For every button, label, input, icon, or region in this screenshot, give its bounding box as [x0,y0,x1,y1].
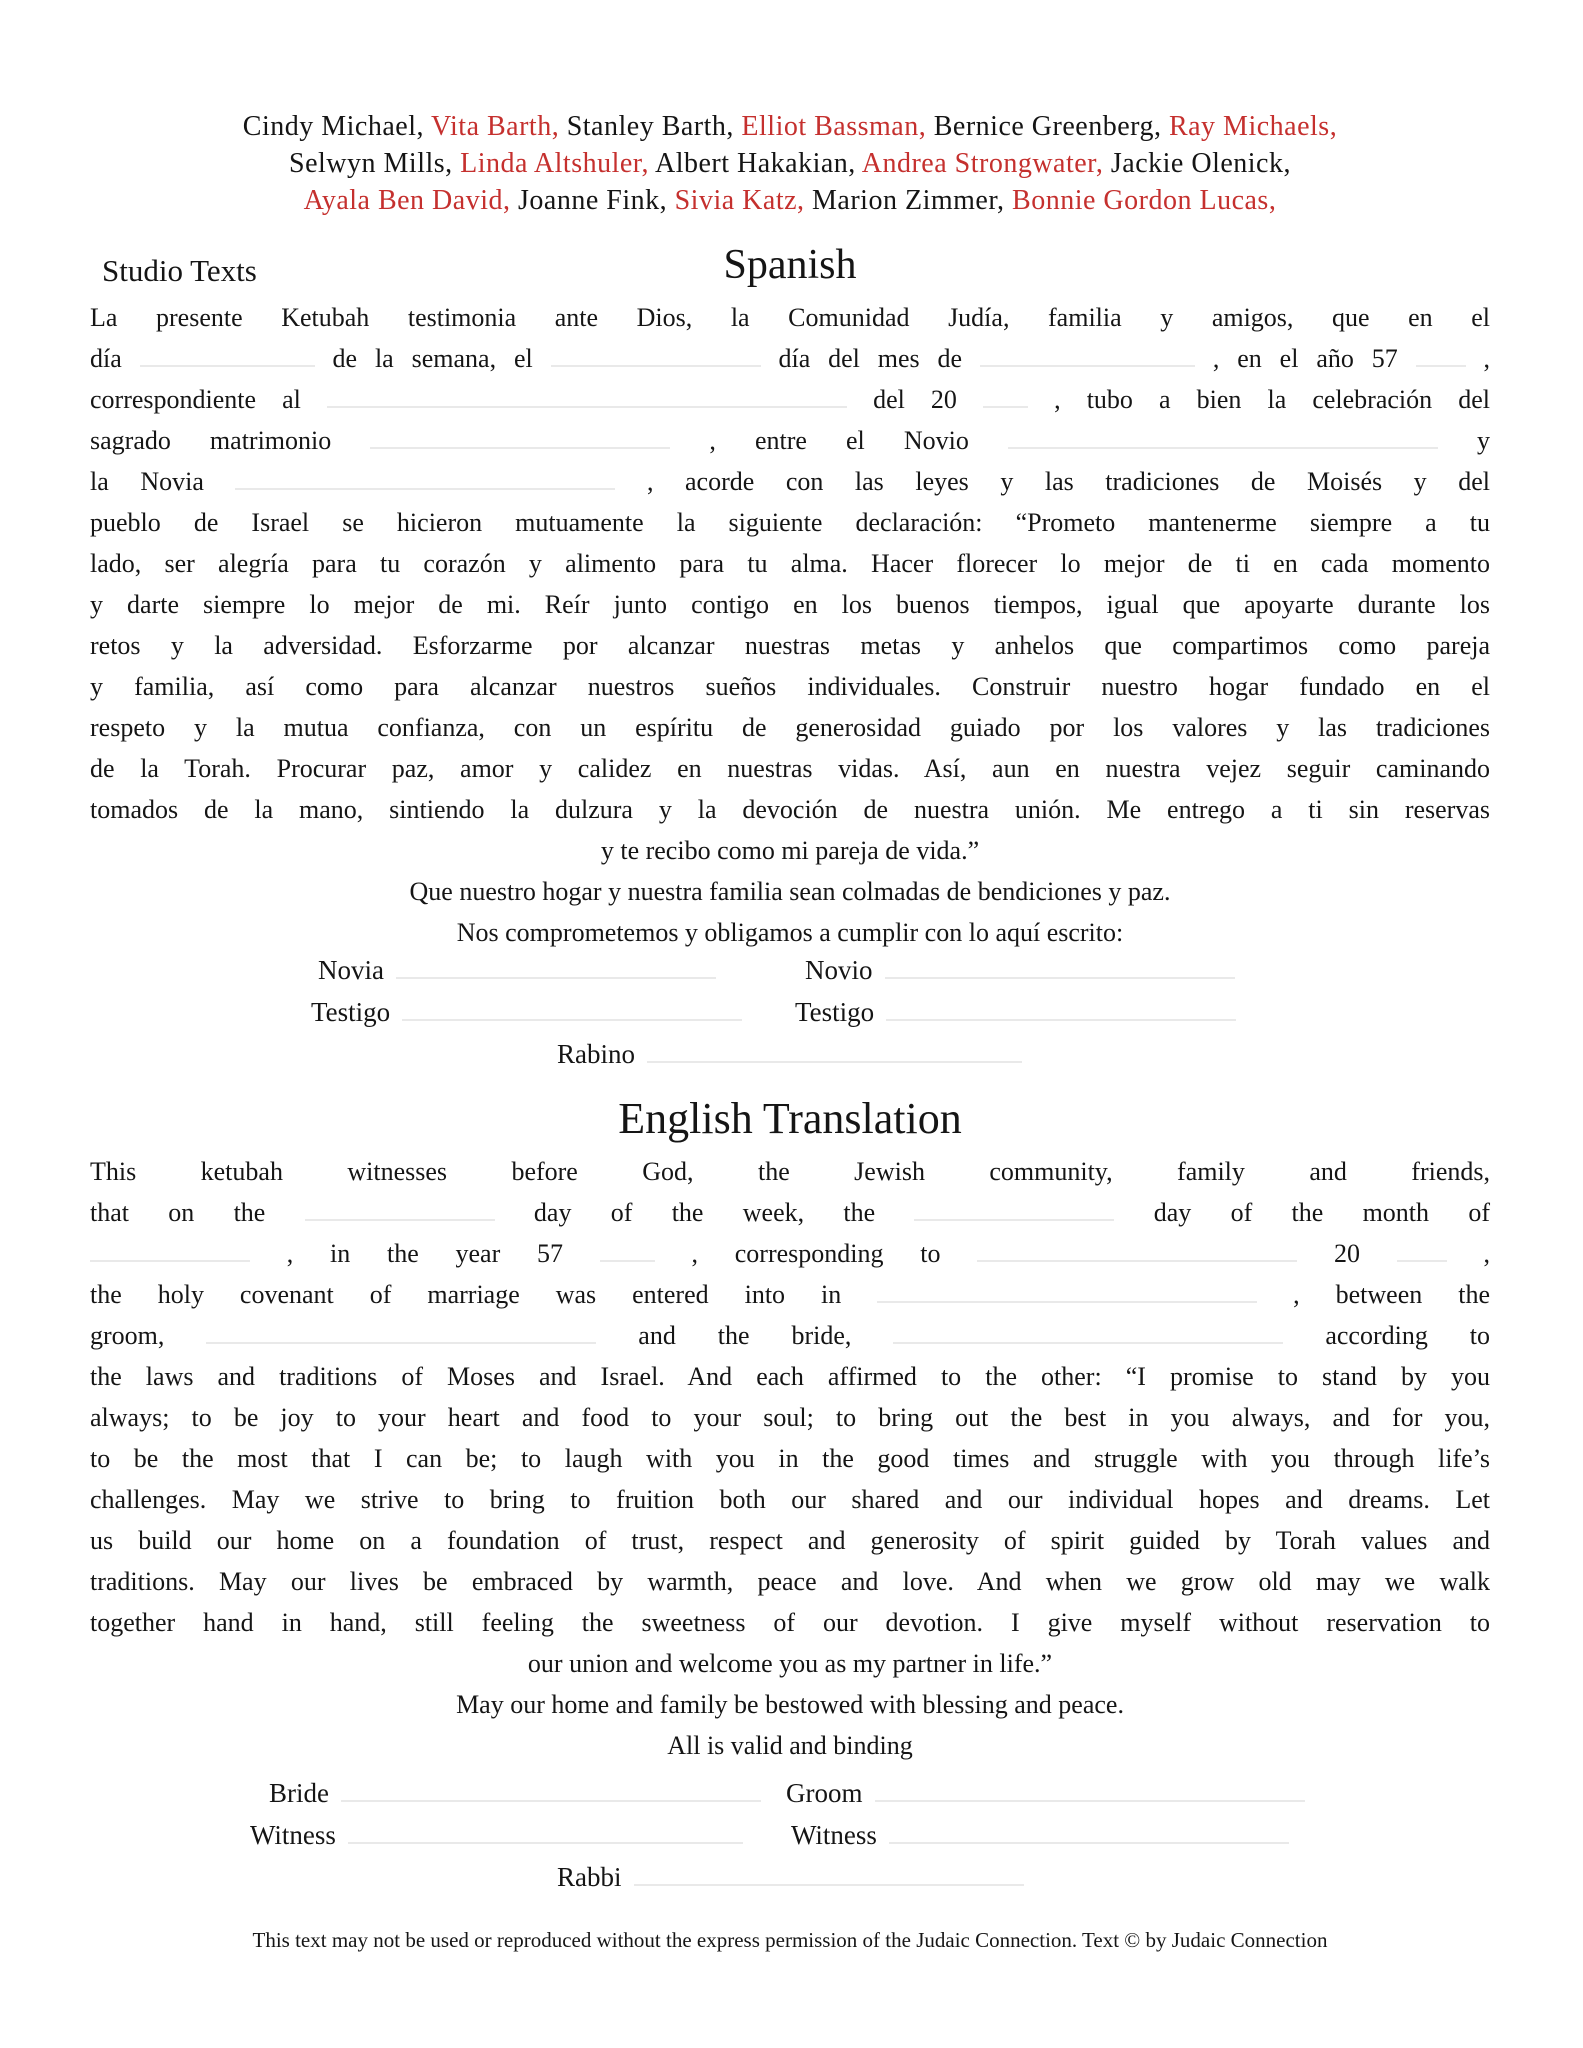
text-segment: , acorde con las leyes y las tradiciones de Moisés y del [615,467,1490,496]
text-segment: de la Torah. Procurar paz, amor y calidez en nuestras vidas. Así, aun en nuestra vejez seguir caminando [90,754,1490,783]
signature-row [90,1818,1490,1860]
fill-in-blank [90,1236,250,1262]
text-segment: correspondiente al [90,385,327,414]
text-segment: pueblo de Israel se hicieron mutuamente la siguiente declaración: “Prometo mantenerme siempre a tu [90,508,1490,537]
text-line [90,1602,1490,1643]
text-line [90,1520,1490,1561]
text-segment: , en el año 57 [1194,344,1416,373]
signature-label: Testigo [795,997,875,1027]
english-heading: English Translation [618,1094,962,1143]
text-segment: together hand in hand, still feeling the sweetness of our devotion. I give myself without reservation to [90,1608,1490,1637]
text-segment: y familia, así como para alcanzar nuestros sueños individuales. Construir nuestro hogar fundado en el [90,672,1490,701]
fill-in-blank [235,464,615,490]
text-line [90,1725,1490,1766]
text-segment: challenges. May we strive to bring to fruition both our shared and our individual hopes and dreams. Let [90,1485,1490,1514]
text-segment: Marion Zimmer, [804,185,1013,216]
text-segment: Que nuestro hogar y nuestra familia sean colmadas de bendiciones y paz. [409,877,1171,906]
section-header-row [90,233,1490,297]
text-line [90,830,1490,871]
text-segment: Stanley Barth, [559,111,742,142]
signature-field [786,1776,1305,1809]
signature-field [791,1818,1289,1851]
text-segment: , entre el Novio [670,426,1008,455]
signature-label: Testigo [311,997,391,1027]
signature-blank-line [889,1818,1289,1844]
text-line [90,338,1490,379]
text-segment: traditions. May our lives be embraced by warmth, peace and love. And when we grow old may we walk [90,1567,1490,1596]
text-line [90,1151,1490,1192]
text-segment: 20 [1297,1239,1397,1268]
text-line [90,871,1490,912]
text-segment: Nos comprometemos y obligamos a cumplir con lo aquí escrito: [456,918,1124,947]
fill-in-blank [877,1277,1257,1303]
text-segment: , between the [1257,1280,1490,1309]
text-segment: , corresponding to [654,1239,978,1268]
text-line [90,297,1490,338]
text-line [90,912,1490,953]
signature-label: Rabino [557,1039,635,1069]
text-segment: Ayala Ben David, [303,185,511,216]
spanish-signature-block [90,953,1490,1079]
text-line [90,584,1490,625]
text-segment: Sivia Katz, [674,185,805,216]
text-segment: Selwyn Mills, [289,148,461,179]
copyright-notice: This text may not be used or reproduced without the express permission of the Judaic Connection. Text © by Judaic Connection [252,1928,1328,1952]
text-line [90,625,1490,666]
text-segment: Albert Hakakian, [649,148,862,179]
text-segment: y darte siempre lo mejor de mi. Reír junto contigo en los buenos tiempos, igual que apoyarte durante los [90,590,1490,619]
text-line [90,1479,1490,1520]
text-line [90,1561,1490,1602]
fill-in-blank [551,341,761,367]
signature-field [269,1776,761,1809]
text-line [90,748,1490,789]
text-segment: Bonnie Gordon Lucas, [1012,185,1277,216]
artist-names-block [90,108,1490,219]
text-line [90,1643,1490,1684]
signature-blank-line [396,953,716,979]
text-segment: the laws and traditions of Moses and Israel. And each affirmed to the other: “I promise to stand by you [90,1362,1490,1391]
signature-field [318,953,716,986]
text-segment: , [1465,344,1491,373]
fill-in-blank [980,341,1195,367]
text-segment: according to [1283,1321,1490,1350]
signature-label: Witness [791,1820,877,1850]
fill-in-blank [893,1318,1283,1344]
english-signature-block [90,1776,1490,1902]
text-line [90,1315,1490,1356]
text-segment: La presente Ketubah testimonia ante Dios, la Comunidad Judía, familia y amigos, que en el [90,303,1490,332]
spanish-text-block [90,297,1490,953]
text-line [90,543,1490,584]
text-segment: retos y la adversidad. Esforzarme por alcanzar nuestras metas y anhelos que compartimos como pareja [90,631,1490,660]
fill-in-blank [983,382,1028,408]
text-segment: This ketubah witnesses before God, the Jewish community, family and friends, [90,1157,1490,1186]
text-segment: Bernice Greenberg, [926,111,1169,142]
signature-blank-line [647,1037,1022,1063]
text-line [90,707,1490,748]
text-segment: de la semana, el [314,344,551,373]
signature-label: Novia [318,955,384,985]
text-segment: day of the week, the [494,1198,915,1227]
text-line [90,1274,1490,1315]
signature-row [90,995,1490,1037]
text-segment: día [90,344,140,373]
text-segment: y [1437,426,1490,455]
signature-label: Bride [269,1778,329,1808]
text-line [90,666,1490,707]
text-line [90,789,1490,830]
spanish-heading: Spanish [723,242,857,288]
text-segment: tomados de la mano, sintiendo la dulzura y la devoción de nuestra unión. Me entrego a ti sin reservas [90,795,1490,824]
signature-label: Groom [786,1778,863,1808]
text-segment: lado, ser alegría para tu corazón y alimento para tu alma. Hacer florecer lo mejor de ti en cada momento [90,549,1490,578]
text-segment: Jackie Olenick, [1103,148,1291,179]
signature-blank-line [885,953,1235,979]
fill-in-blank [977,1236,1297,1262]
signature-blank-line [341,1776,761,1802]
signature-field [311,995,742,1028]
signature-field [557,1860,1024,1893]
text-segment: , [1446,1239,1491,1268]
signature-field [557,1037,1022,1070]
text-line [90,379,1490,420]
text-line [90,461,1490,502]
text-segment: , in the year 57 [250,1239,600,1268]
fill-in-blank [140,341,315,367]
text-segment: to be the most that I can be; to laugh with you in the good times and struggle with you through life’s [90,1444,1490,1473]
text-segment: , tubo a bien la celebración del [1028,385,1490,414]
signature-blank-line [886,995,1236,1021]
text-line [90,1397,1490,1438]
text-segment: May our home and family be bestowed with blessing and peace. [456,1690,1124,1719]
fill-in-blank [370,423,670,449]
text-line [90,108,1490,145]
fill-in-blank [305,1195,495,1221]
signature-blank-line [634,1860,1024,1886]
text-segment: the holy covenant of marriage was entered into in [90,1280,878,1309]
text-segment: us build our home on a foundation of trust, respect and generosity of spirit guided by Torah values and [90,1526,1490,1555]
studio-texts-label: Studio Texts [102,253,257,288]
fill-in-blank [1008,423,1438,449]
text-segment: and the bride, [596,1321,894,1350]
fill-in-blank [600,1236,655,1262]
signature-row [90,953,1490,995]
fill-in-blank [914,1195,1114,1221]
signature-field [795,995,1236,1028]
fill-in-blank [1397,1236,1447,1262]
text-segment: Elliot Bassman, [741,111,927,142]
text-segment: del 20 [846,385,984,414]
text-line [90,145,1490,182]
text-segment: day of the month of [1114,1198,1490,1227]
text-line [90,502,1490,543]
text-segment: sagrado matrimonio [90,426,371,455]
signature-row [90,1776,1490,1818]
signature-row [90,1860,1490,1902]
text-segment: y te recibo como mi pareja de vida.” [600,836,980,865]
text-line [90,1438,1490,1479]
text-segment: la Novia [90,467,236,496]
text-segment: Joanne Fink, [510,185,675,216]
text-line [90,1233,1490,1274]
text-segment: All is valid and binding [667,1731,913,1760]
fill-in-blank [1416,341,1466,367]
text-line [90,1684,1490,1725]
signature-field [805,953,1235,986]
english-text-block [90,1151,1490,1766]
text-segment: groom, [90,1321,207,1350]
text-line [90,420,1490,461]
signature-label: Witness [250,1820,336,1850]
signature-field [250,1818,743,1851]
signature-blank-line [875,1776,1305,1802]
signature-blank-line [348,1818,743,1844]
text-segment: Andrea Strongwater, [861,148,1104,179]
text-segment: respeto y la mutua confianza, con un espíritu de generosidad guiado por los valores y las tradiciones [90,713,1490,742]
text-segment: día del mes de [760,344,980,373]
text-segment: that on the [90,1198,305,1227]
fill-in-blank [206,1318,596,1344]
text-segment: Linda Altshuler, [460,148,650,179]
signature-row [90,1037,1490,1079]
signature-label: Novio [805,955,873,985]
signature-label: Rabbi [557,1862,622,1892]
text-segment: always; to be joy to your heart and food to your soul; to bring out the best in you always, and for you, [90,1403,1490,1432]
text-segment: our union and welcome you as my partner in life.” [527,1649,1053,1678]
text-line [90,182,1490,219]
text-line [90,1356,1490,1397]
text-segment: Vita Barth, [430,111,560,142]
signature-blank-line [402,995,742,1021]
fill-in-blank [327,382,847,408]
text-segment: Cindy Michael, [242,111,431,142]
text-segment: Ray Michaels, [1168,111,1338,142]
text-line [90,1192,1490,1233]
